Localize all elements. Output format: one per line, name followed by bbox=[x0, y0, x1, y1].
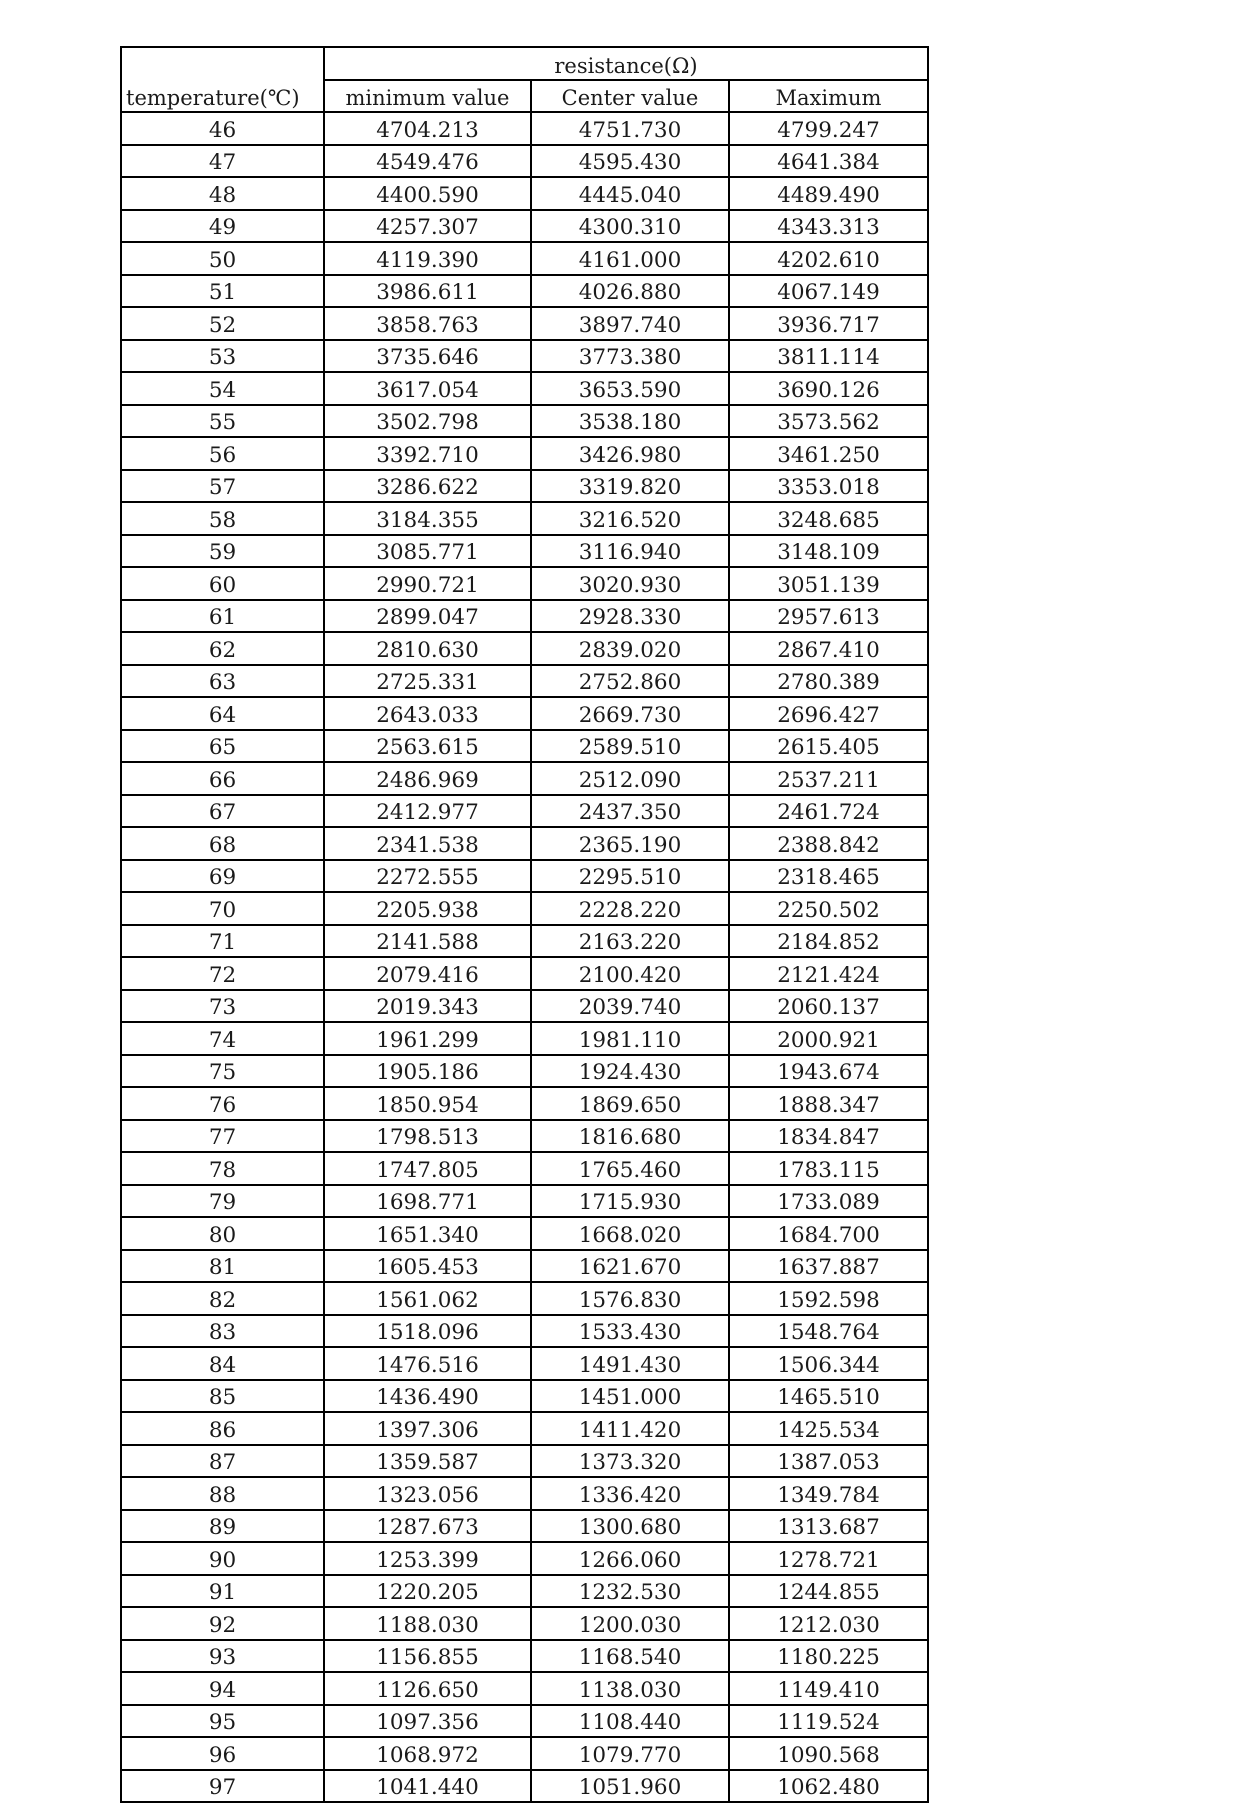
table-row bbox=[121, 1087, 928, 1120]
maximum-cell: 3051.139 bbox=[729, 567, 928, 600]
maximum-cell: 1062.480 bbox=[729, 1770, 928, 1803]
minimum-value-cell: 1126.650 bbox=[324, 1672, 531, 1705]
temperature-cell: 49 bbox=[121, 210, 324, 243]
table-row bbox=[121, 372, 928, 405]
center-value-cell: 1108.440 bbox=[531, 1705, 729, 1738]
temperature-cell: 53 bbox=[121, 340, 324, 373]
table-row bbox=[121, 1640, 928, 1673]
minimum-value-cell: 1961.299 bbox=[324, 1022, 531, 1055]
temperature-cell: 74 bbox=[121, 1022, 324, 1055]
maximum-cell: 2000.921 bbox=[729, 1022, 928, 1055]
temperature-cell: 83 bbox=[121, 1315, 324, 1348]
center-value-cell: 4026.880 bbox=[531, 275, 729, 308]
maximum-cell: 1212.030 bbox=[729, 1607, 928, 1640]
maximum-cell: 4641.384 bbox=[729, 145, 928, 178]
table-row bbox=[121, 827, 928, 860]
maximum-cell: 2615.405 bbox=[729, 730, 928, 763]
table-row bbox=[121, 1412, 928, 1445]
maximum-cell: 1592.598 bbox=[729, 1282, 928, 1315]
maximum-cell: 2696.427 bbox=[729, 697, 928, 730]
temperature-cell: 70 bbox=[121, 892, 324, 925]
table-row bbox=[121, 145, 928, 178]
temperature-cell: 97 bbox=[121, 1770, 324, 1803]
minimum-value-cell: 1041.440 bbox=[324, 1770, 531, 1803]
minimum-value-cell: 2725.331 bbox=[324, 665, 531, 698]
maximum-cell: 1180.225 bbox=[729, 1640, 928, 1673]
minimum-value-cell: 1850.954 bbox=[324, 1087, 531, 1120]
minimum-value-cell: 1359.587 bbox=[324, 1445, 531, 1478]
maximum-cell: 2780.389 bbox=[729, 665, 928, 698]
table-row bbox=[121, 892, 928, 925]
minimum-value-cell: 4400.590 bbox=[324, 177, 531, 210]
center-value-cell: 2752.860 bbox=[531, 665, 729, 698]
minimum-value-cell: 2205.938 bbox=[324, 892, 531, 925]
minimum-value-cell: 4549.476 bbox=[324, 145, 531, 178]
temperature-cell: 58 bbox=[121, 502, 324, 535]
center-value-cell: 1411.420 bbox=[531, 1412, 729, 1445]
center-value-cell: 1200.030 bbox=[531, 1607, 729, 1640]
center-value-cell: 1621.670 bbox=[531, 1250, 729, 1283]
temperature-cell: 77 bbox=[121, 1120, 324, 1153]
center-value-cell: 1715.930 bbox=[531, 1185, 729, 1218]
minimum-value-cell: 1905.186 bbox=[324, 1055, 531, 1088]
temperature-cell: 93 bbox=[121, 1640, 324, 1673]
minimum-value-cell: 3502.798 bbox=[324, 405, 531, 438]
maximum-cell: 3690.126 bbox=[729, 372, 928, 405]
table-row bbox=[121, 1705, 928, 1738]
table-row bbox=[121, 1737, 928, 1770]
maximum-cell: 2461.724 bbox=[729, 795, 928, 828]
temperature-cell: 78 bbox=[121, 1152, 324, 1185]
maximum-cell: 2867.410 bbox=[729, 632, 928, 665]
temperature-cell: 92 bbox=[121, 1607, 324, 1640]
minimum-value-cell: 3858.763 bbox=[324, 307, 531, 340]
minimum-value-cell: 3735.646 bbox=[324, 340, 531, 373]
center-value-cell: 1924.430 bbox=[531, 1055, 729, 1088]
center-value-cell: 2437.350 bbox=[531, 795, 729, 828]
temperature-cell: 68 bbox=[121, 827, 324, 860]
temperature-cell: 60 bbox=[121, 567, 324, 600]
temperature-cell: 69 bbox=[121, 860, 324, 893]
maximum-cell: 1244.855 bbox=[729, 1575, 928, 1608]
center-value-cell: 1051.960 bbox=[531, 1770, 729, 1803]
minimum-value-cell: 3617.054 bbox=[324, 372, 531, 405]
maximum-cell: 3148.109 bbox=[729, 535, 928, 568]
maximum-cell: 4489.490 bbox=[729, 177, 928, 210]
maximum-cell: 1888.347 bbox=[729, 1087, 928, 1120]
minimum-value-cell: 1188.030 bbox=[324, 1607, 531, 1640]
minimum-value-cell: 3392.710 bbox=[324, 437, 531, 470]
minimum-value-cell: 2486.969 bbox=[324, 762, 531, 795]
center-value-cell: 2928.330 bbox=[531, 600, 729, 633]
table-row bbox=[121, 1120, 928, 1153]
maximum-cell: 2121.424 bbox=[729, 957, 928, 990]
maximum-cell: 1425.534 bbox=[729, 1412, 928, 1445]
temperature-cell: 46 bbox=[121, 112, 324, 145]
maximum-cell: 1465.510 bbox=[729, 1380, 928, 1413]
center-value-cell: 3653.590 bbox=[531, 372, 729, 405]
minimum-value-cell: 2341.538 bbox=[324, 827, 531, 860]
center-value-cell: 1576.830 bbox=[531, 1282, 729, 1315]
center-value-cell: 4300.310 bbox=[531, 210, 729, 243]
center-value-cell: 2039.740 bbox=[531, 990, 729, 1023]
center-value-cell: 1816.680 bbox=[531, 1120, 729, 1153]
table-row bbox=[121, 665, 928, 698]
temperature-cell: 56 bbox=[121, 437, 324, 470]
center-value-cell: 3319.820 bbox=[531, 470, 729, 503]
table-row bbox=[121, 340, 928, 373]
minimum-value-header: minimum value bbox=[324, 80, 531, 113]
maximum-cell: 1313.687 bbox=[729, 1510, 928, 1543]
center-value-cell: 1266.060 bbox=[531, 1542, 729, 1575]
table-row bbox=[121, 177, 928, 210]
maximum-cell: 1278.721 bbox=[729, 1542, 928, 1575]
temperature-cell: 82 bbox=[121, 1282, 324, 1315]
resistance-header: resistance(Ω) bbox=[324, 47, 928, 80]
maximum-header: Maximum bbox=[729, 80, 928, 113]
minimum-value-cell: 2272.555 bbox=[324, 860, 531, 893]
minimum-value-cell: 1397.306 bbox=[324, 1412, 531, 1445]
table-row bbox=[121, 567, 928, 600]
maximum-cell: 2318.465 bbox=[729, 860, 928, 893]
center-value-cell: 3897.740 bbox=[531, 307, 729, 340]
maximum-cell: 4799.247 bbox=[729, 112, 928, 145]
minimum-value-cell: 3986.611 bbox=[324, 275, 531, 308]
center-value-cell: 2512.090 bbox=[531, 762, 729, 795]
table-row bbox=[121, 242, 928, 275]
center-value-cell: 3538.180 bbox=[531, 405, 729, 438]
center-value-cell: 4161.000 bbox=[531, 242, 729, 275]
table-row bbox=[121, 925, 928, 958]
minimum-value-cell: 2019.343 bbox=[324, 990, 531, 1023]
center-value-cell: 3116.940 bbox=[531, 535, 729, 568]
table-row bbox=[121, 1770, 928, 1803]
table-row bbox=[121, 112, 928, 145]
table-row bbox=[121, 1607, 928, 1640]
maximum-cell: 2060.137 bbox=[729, 990, 928, 1023]
minimum-value-cell: 2810.630 bbox=[324, 632, 531, 665]
table-row bbox=[121, 632, 928, 665]
minimum-value-cell: 1097.356 bbox=[324, 1705, 531, 1738]
center-value-cell: 1533.430 bbox=[531, 1315, 729, 1348]
center-value-cell: 1981.110 bbox=[531, 1022, 729, 1055]
table-row bbox=[121, 957, 928, 990]
table-row bbox=[121, 1185, 928, 1218]
minimum-value-cell: 3184.355 bbox=[324, 502, 531, 535]
center-value-cell: 1168.540 bbox=[531, 1640, 729, 1673]
table-row bbox=[121, 1672, 928, 1705]
minimum-value-cell: 1561.062 bbox=[324, 1282, 531, 1315]
temperature-cell: 65 bbox=[121, 730, 324, 763]
maximum-cell: 1834.847 bbox=[729, 1120, 928, 1153]
temperature-cell: 86 bbox=[121, 1412, 324, 1445]
maximum-cell: 1349.784 bbox=[729, 1477, 928, 1510]
minimum-value-cell: 2643.033 bbox=[324, 697, 531, 730]
maximum-cell: 4067.149 bbox=[729, 275, 928, 308]
minimum-value-cell: 1605.453 bbox=[324, 1250, 531, 1283]
temperature-cell: 89 bbox=[121, 1510, 324, 1543]
table-row bbox=[121, 1217, 928, 1250]
center-value-cell: 2589.510 bbox=[531, 730, 729, 763]
temperature-cell: 90 bbox=[121, 1542, 324, 1575]
temperature-cell: 94 bbox=[121, 1672, 324, 1705]
minimum-value-cell: 1651.340 bbox=[324, 1217, 531, 1250]
table-row bbox=[121, 1477, 928, 1510]
center-value-cell: 1336.420 bbox=[531, 1477, 729, 1510]
maximum-cell: 1090.568 bbox=[729, 1737, 928, 1770]
maximum-cell: 1387.053 bbox=[729, 1445, 928, 1478]
table-row bbox=[121, 470, 928, 503]
center-value-cell: 3426.980 bbox=[531, 437, 729, 470]
maximum-cell: 2184.852 bbox=[729, 925, 928, 958]
center-value-cell: 2365.190 bbox=[531, 827, 729, 860]
center-value-cell: 1300.680 bbox=[531, 1510, 729, 1543]
table-row bbox=[121, 1575, 928, 1608]
table-row bbox=[121, 697, 928, 730]
minimum-value-cell: 2563.615 bbox=[324, 730, 531, 763]
minimum-value-cell: 4704.213 bbox=[324, 112, 531, 145]
minimum-value-cell: 1287.673 bbox=[324, 1510, 531, 1543]
center-value-cell: 4751.730 bbox=[531, 112, 729, 145]
minimum-value-cell: 2990.721 bbox=[324, 567, 531, 600]
maximum-cell: 3461.250 bbox=[729, 437, 928, 470]
minimum-value-cell: 1518.096 bbox=[324, 1315, 531, 1348]
center-value-cell: 1668.020 bbox=[531, 1217, 729, 1250]
center-value-cell: 1079.770 bbox=[531, 1737, 729, 1770]
temperature-cell: 50 bbox=[121, 242, 324, 275]
center-value-cell: 4445.040 bbox=[531, 177, 729, 210]
table-row bbox=[121, 1510, 928, 1543]
center-value-cell: 2163.220 bbox=[531, 925, 729, 958]
center-value-cell: 2228.220 bbox=[531, 892, 729, 925]
center-value-cell: 3020.930 bbox=[531, 567, 729, 600]
maximum-cell: 3573.562 bbox=[729, 405, 928, 438]
minimum-value-cell: 4257.307 bbox=[324, 210, 531, 243]
maximum-cell: 2957.613 bbox=[729, 600, 928, 633]
table-row bbox=[121, 307, 928, 340]
center-value-header: Center value bbox=[531, 80, 729, 113]
minimum-value-cell: 1476.516 bbox=[324, 1347, 531, 1380]
table-row bbox=[121, 990, 928, 1023]
temperature-cell: 72 bbox=[121, 957, 324, 990]
minimum-value-cell: 2141.588 bbox=[324, 925, 531, 958]
center-value-cell: 2100.420 bbox=[531, 957, 729, 990]
center-value-cell: 3216.520 bbox=[531, 502, 729, 535]
table-row bbox=[121, 860, 928, 893]
temperature-cell: 84 bbox=[121, 1347, 324, 1380]
maximum-cell: 1733.089 bbox=[729, 1185, 928, 1218]
table-row bbox=[121, 275, 928, 308]
table-row bbox=[121, 762, 928, 795]
maximum-cell: 4343.313 bbox=[729, 210, 928, 243]
minimum-value-cell: 2412.977 bbox=[324, 795, 531, 828]
maximum-cell: 1637.887 bbox=[729, 1250, 928, 1283]
table-row bbox=[121, 1542, 928, 1575]
maximum-cell: 3248.685 bbox=[729, 502, 928, 535]
table-row bbox=[121, 1315, 928, 1348]
table-row bbox=[121, 210, 928, 243]
minimum-value-cell: 4119.390 bbox=[324, 242, 531, 275]
temperature-cell: 73 bbox=[121, 990, 324, 1023]
temperature-header: temperature(℃) bbox=[121, 47, 324, 112]
maximum-cell: 3353.018 bbox=[729, 470, 928, 503]
temperature-cell: 79 bbox=[121, 1185, 324, 1218]
minimum-value-cell: 3286.622 bbox=[324, 470, 531, 503]
center-value-cell: 3773.380 bbox=[531, 340, 729, 373]
center-value-cell: 2839.020 bbox=[531, 632, 729, 665]
temperature-cell: 54 bbox=[121, 372, 324, 405]
temperature-cell: 52 bbox=[121, 307, 324, 340]
table-row bbox=[121, 1022, 928, 1055]
maximum-cell: 1119.524 bbox=[729, 1705, 928, 1738]
table-row bbox=[121, 1282, 928, 1315]
maximum-cell: 1783.115 bbox=[729, 1152, 928, 1185]
temperature-cell: 67 bbox=[121, 795, 324, 828]
minimum-value-cell: 1323.056 bbox=[324, 1477, 531, 1510]
resistance-table bbox=[120, 46, 929, 1803]
temperature-cell: 95 bbox=[121, 1705, 324, 1738]
temperature-cell: 96 bbox=[121, 1737, 324, 1770]
center-value-cell: 1138.030 bbox=[531, 1672, 729, 1705]
table-row bbox=[121, 600, 928, 633]
center-value-cell: 1869.650 bbox=[531, 1087, 729, 1120]
temperature-cell: 71 bbox=[121, 925, 324, 958]
temperature-cell: 51 bbox=[121, 275, 324, 308]
minimum-value-cell: 1747.805 bbox=[324, 1152, 531, 1185]
maximum-cell: 1943.674 bbox=[729, 1055, 928, 1088]
maximum-cell: 3811.114 bbox=[729, 340, 928, 373]
table-row bbox=[121, 1152, 928, 1185]
center-value-cell: 2295.510 bbox=[531, 860, 729, 893]
table-row bbox=[121, 1347, 928, 1380]
temperature-cell: 63 bbox=[121, 665, 324, 698]
temperature-cell: 88 bbox=[121, 1477, 324, 1510]
maximum-cell: 2250.502 bbox=[729, 892, 928, 925]
maximum-cell: 1548.764 bbox=[729, 1315, 928, 1348]
minimum-value-cell: 2079.416 bbox=[324, 957, 531, 990]
center-value-cell: 1491.430 bbox=[531, 1347, 729, 1380]
table-row bbox=[121, 1380, 928, 1413]
center-value-cell: 2669.730 bbox=[531, 697, 729, 730]
temperature-cell: 57 bbox=[121, 470, 324, 503]
maximum-cell: 1506.344 bbox=[729, 1347, 928, 1380]
table-row bbox=[121, 437, 928, 470]
minimum-value-cell: 1436.490 bbox=[324, 1380, 531, 1413]
center-value-cell: 1765.460 bbox=[531, 1152, 729, 1185]
table-row bbox=[121, 405, 928, 438]
center-value-cell: 1451.000 bbox=[531, 1380, 729, 1413]
temperature-cell: 87 bbox=[121, 1445, 324, 1478]
maximum-cell: 4202.610 bbox=[729, 242, 928, 275]
minimum-value-cell: 1068.972 bbox=[324, 1737, 531, 1770]
center-value-cell: 1373.320 bbox=[531, 1445, 729, 1478]
temperature-cell: 66 bbox=[121, 762, 324, 795]
temperature-cell: 85 bbox=[121, 1380, 324, 1413]
table-row bbox=[121, 795, 928, 828]
minimum-value-cell: 3085.771 bbox=[324, 535, 531, 568]
temperature-cell: 64 bbox=[121, 697, 324, 730]
table-row bbox=[121, 1250, 928, 1283]
temperature-cell: 80 bbox=[121, 1217, 324, 1250]
minimum-value-cell: 1698.771 bbox=[324, 1185, 531, 1218]
table-row bbox=[121, 730, 928, 763]
maximum-cell: 2388.842 bbox=[729, 827, 928, 860]
minimum-value-cell: 2899.047 bbox=[324, 600, 531, 633]
table-row bbox=[121, 1445, 928, 1478]
minimum-value-cell: 1220.205 bbox=[324, 1575, 531, 1608]
center-value-cell: 1232.530 bbox=[531, 1575, 729, 1608]
table-body bbox=[121, 47, 928, 1802]
table-row bbox=[121, 502, 928, 535]
table-row bbox=[121, 535, 928, 568]
maximum-cell: 3936.717 bbox=[729, 307, 928, 340]
maximum-cell: 1149.410 bbox=[729, 1672, 928, 1705]
temperature-cell: 75 bbox=[121, 1055, 324, 1088]
minimum-value-cell: 1798.513 bbox=[324, 1120, 531, 1153]
temperature-cell: 47 bbox=[121, 145, 324, 178]
center-value-cell: 4595.430 bbox=[531, 145, 729, 178]
temperature-cell: 91 bbox=[121, 1575, 324, 1608]
temperature-cell: 76 bbox=[121, 1087, 324, 1120]
maximum-cell: 2537.211 bbox=[729, 762, 928, 795]
temperature-cell: 81 bbox=[121, 1250, 324, 1283]
minimum-value-cell: 1156.855 bbox=[324, 1640, 531, 1673]
table-row bbox=[121, 1055, 928, 1088]
maximum-cell: 1684.700 bbox=[729, 1217, 928, 1250]
minimum-value-cell: 1253.399 bbox=[324, 1542, 531, 1575]
temperature-cell: 62 bbox=[121, 632, 324, 665]
temperature-cell: 61 bbox=[121, 600, 324, 633]
temperature-cell: 48 bbox=[121, 177, 324, 210]
temperature-cell: 55 bbox=[121, 405, 324, 438]
temperature-cell: 59 bbox=[121, 535, 324, 568]
header-row bbox=[121, 47, 928, 80]
